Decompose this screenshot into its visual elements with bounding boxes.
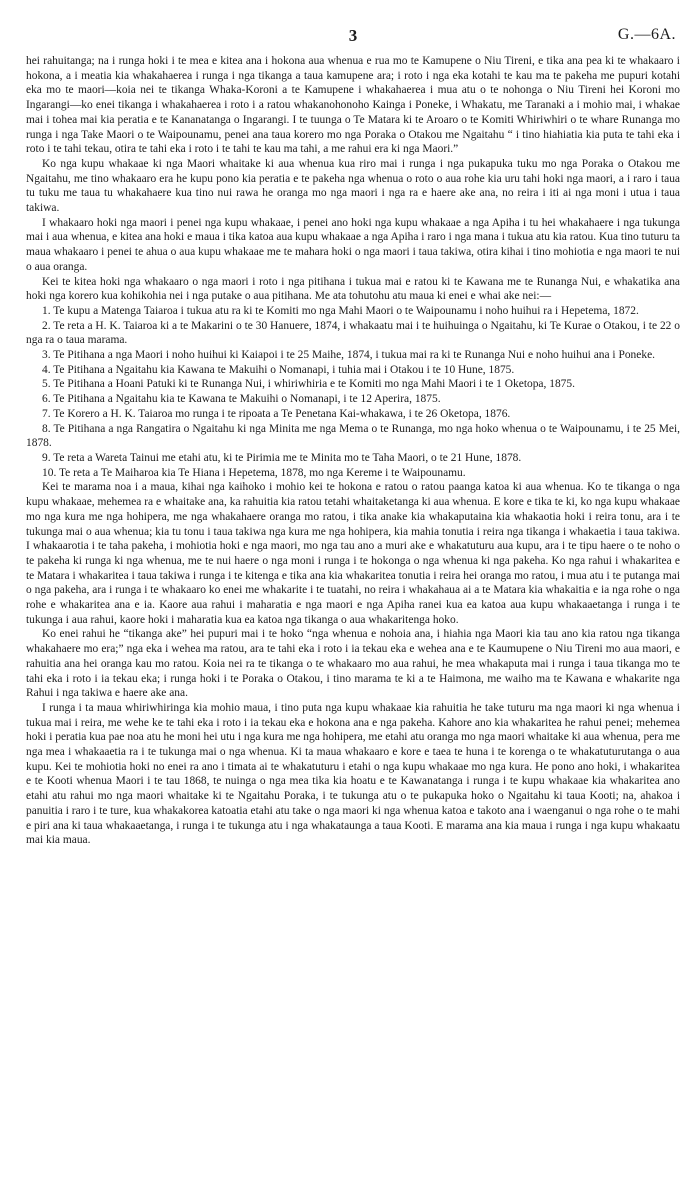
paragraph: hei rahuitanga; na i runga hoki i te mea e kitea ana i hokona aua whenua e rua mo te Kamupene o Niu Tireni, e tika ana pea ki te whakaaro i hokona, a i meatia kia whakahaerea i runga i nga tikanga a taua kamupene ara; i roto i nga eka kotahi te kau ma te pakeha me pupuri kotahi eka mo te maori—koia nei te tikanga Whaka-Koroni a te Kamupene i whakahaerea i mua atu o te nohonga o Niu Tireni hei Koroni mo Ingarangi—ko enei tikanga i whakahaerea i roto i a ratou whakanohonoho Kainga i Poneke, i Whakatu, me Taranaki a i mohio mai, i whakae mai i tohea mai kia peratia e te Kananatanga o Ingarangi. I te tuunga o Te Matara ki te Aroaro o te Komiti Whiriwhiri o te whare Runanga mo runga i nga Take Maori o te Waipounamu, penei ana taua korero mo nga Poraka o Otakou me Ngaitahu “ i tino hiahiatia kia puta te tahi eka i roto i te tahi tekau, otira te tahi eka i roto i te tahi te kau ma tahi, a me rahui era ki nga Maori.” bbox=[26, 55, 680, 156]
paragraph: I whakaaro hoki nga maori i penei nga kupu whakaae, i penei ano hoki nga kupu whakaae a nga Apiha i tu hei whakahaere i nga tukunga mai i aua whenua, e kitea ana hoki e maua i tika katoa aua kupu whakaae a nga Apiha i raro i nga mana i tukua atu kia ratou. Kua tino tuturu ta maua whakaaro i penei te ahua o aua kupu whakaae me te mahara hoki o nga maori i taua takiwa, otira kihai i tino mohiotia e nga maori te nui o aua oranga. bbox=[26, 216, 680, 273]
list-item: 4. Te Pitihana a Ngaitahu kia Kawana te Makuihi o Nomanapi, i tuhia mai i Otakou i te 10 Hune, 1875. bbox=[42, 363, 515, 376]
paragraph: Ko nga kupu whakaae ki nga Maori whaitake ki aua whenua kua riro mai i runga i nga pukapuka tuku mo nga Poraka o Otakou me Ngaitahu, me tino whakaaro era he kupu pono kia peratia e te pakeha nga whenua o roto o aua rohe kia uru tahi hoki nga maori, a i raro i taua tu tuku me taua tu whakahaere kua tino nui rawa he oranga mo nga maori i nga ra e haere ake ana, no reira i iti ai nga moni i utua i taua takiwa. bbox=[26, 157, 680, 215]
list-item: 6. Te Pitihana a Ngaitahu kia te Kawana te Makuihi o Nomanapi, i te 12 Aperira, 1875. bbox=[42, 393, 441, 406]
body-text bbox=[26, 54, 680, 848]
document-reference: G.—6A. bbox=[617, 26, 676, 43]
paragraph: I runga i ta maua whiriwhiringa kia mohio maua, i tino puta nga kupu whakaae kia rahuitia he take tuturu ma nga maori ki nga whenua i tukua mai i reira, me wehe ke te tahi eka i roto i ia tekau eka e hokona ana e nga pakeha. Kahore ano kia whakaritea he rahui penei; mehemea hoki i peratia kua pae noa atu he moni hei utu i nga kura me nga hohipera, me etahi atu oranga mo nga maori whaitake ki aua whenua, pera me nga mea i whakaaetia ra i te tukunga mai o nga whenua. Ki ta maua whakaaro e kore e taea te huna i te korenga o te whakatuturutanga o aua kupu. Kei te mohiotia hoki no enei ra ano i timata ai te whakatuturu i etahi o nga kupu whakaae mo nga kura. He pono ano hoki, i whakaritea e te Kooti whenua Maori i te tau 1868, te nuinga o nga mea tika kia hoatu e te Kawanatanga i runga i te kupu whakaae kia whakaritea ano etahi atu rahui mo nga maori whaitake ki te Ngaitahu Poraka, i te tukunga atu o te pukapuka hoko o Ngaitahu ki taua Kooti; na, ahakoa i panuitia i raro i te ture, kua whakakorea katoatia etahi atu take o nga maori ki nga whenua katoa e takoto ana i waenganui o nga rohe o te mahi e piri ana ki taua whakaaetanga, i runga i te tukunga atu i nga whakataunga a taua Kooti. E marama ana kia maua i runga i nga kupu whakaatu mai kia maua. bbox=[26, 701, 680, 847]
page-number: 3 bbox=[348, 26, 358, 45]
paragraph: Ko enei rahui he “tikanga ake” hei pupuri mai i te hoko “nga whenua e nohoia ana, i hiahia nga Maori kia tau ano kia ratou nga tikanga whakahaere mo era;” nga eka i wehea ma ratou, ara te tahi eka i roto i ia tekau eka e wehea ana e te Kaumupene o Niu Tireni mo aua maori, e rahuitia ana hei oranga kau mo ratou. Koia nei ra te tikanga o te whakaaro mo aua rahui, he mea whakaputa mai i runga i taua tikanga mo te tahi eka i roto i ia tekau eka; i runga hoki i te Poraka o Otakou, i tino marama te ki a te Haimona, me waiho ma te Kawana e whakarite nga Rahui i nga takiwa e haere ake ana. bbox=[26, 628, 680, 700]
list-item: 8. Te Pitihana a nga Rangatira o Ngaitahu ki nga Minita me nga Mema o te Runanga, mo nga hoko whenua o te Waipounamu, i te 25 Mei, 1878. bbox=[26, 422, 680, 450]
paragraph: Kei te marama noa i a maua, kihai nga kaihoko i mohio kei te hokona e ratou o ratou paanga katoa ki aua whenua. Ko te tikanga o nga kupu whakaae, mehemea ra e whaitake ana, ka rahuitia kia ratou tetahi whaitaketanga ki aua whenua. E kore e tika te ki, ko nga kupu whakaae mo nga kura me nga hohipera, me nga whakahaere oranga mo ratou, i tika anake kia whakaputaina kia whakaotia hoki i reira tonu, ara i te tukunga mai o aua whenua; kia tu tonu i taua takiwa nga kura me nga hohipera, kia mahia tonutia i reira nga tikanga i whakaetia i taua takiwa. I whakaarotia i te taha pakeha, i mohiotia hoki e nga maori, mo nga tau ano a muri ake e whakatuturu aua kupu, ara i te tipu haere o te noho o te pakeha ki runga ki nga whenua, me te nui haere o nga moni i runga i te hokonga o nga whenua ki nga pakeha. Ko nga rahui i whakaritea e te Matara i whakaritea i taua takiwa i runga i te kitenga e tika ana kia whakaritea tonutia i reira hei oranga mo ratou, i mua atu i te putanga mai o nga pakeha, ara i runga i te whakaaro ko enei me whakarite i te tuatahi, no reira i whakahaua ai a te Matara kia whakaitia e ia nga rohe o nga rohe e whakaritea ana e ia. Kaore aua rahui i maharatia e nga maori e nga Apiha ranei kua ea katoa aua kupu whakaaetanga i runga i te tukunga i aua rahui, kaore hoki i maharatia kua ea katoa nga tikanga o aua whakaritenga hoko. bbox=[26, 481, 680, 626]
list-item: 5. Te Pitihana a Hoani Patuki ki te Runanga Nui, i whiriwhiria e te Komiti mo nga Mahi Maori i te 1 Oketopa, 1875. bbox=[42, 378, 575, 391]
list-item: 1. Te kupu a Matenga Taiaroa i tukua atu ra ki te Komiti mo nga Mahi Maori o te Waipounamu i noho huihui ra i Hepetema, 1872. bbox=[42, 304, 639, 317]
list-item: 10. Te reta a Te Maiharoa kia Te Hiana i Hepetema, 1878, mo nga Kereme i te Waipounamu. bbox=[42, 466, 466, 479]
list-item: 3. Te Pitihana a nga Maori i noho huihui ki Kaiapoi i te 25 Maihe, 1874, i tukua mai ra ki te Runanga Nui e noho huihui ana i Poneke. bbox=[42, 349, 655, 362]
list-item: 2. Te reta a H. K. Taiaroa ki a te Makarini o te 30 Hanuere, 1874, i whakaatu mai i te huihuinga o Ngaitahu, ki Te Kurae o Otakou, i te 22 o nga ra o taua marama. bbox=[26, 319, 680, 347]
page-header bbox=[26, 26, 680, 48]
paragraph: Kei te kitea hoki nga whakaaro o nga maori i roto i nga pitihana i tukua mai e ratou ki te Kawana me te Runanga Nui, e whakatika ana hoki nga korero kua kohikohia nei i nga putake o aua pitihana. Me ata tohutohu atu maua ki enei e whai ake nei:— bbox=[26, 275, 680, 303]
list-item: 7. Te Korero a H. K. Taiaroa mo runga i te ripoata a Te Penetana Kai-whakawa, i te 26 Oketopa, 1876. bbox=[42, 407, 511, 420]
list-item: 9. Te reta a Wareta Tainui me etahi atu, ki te Pirimia me te Minita mo te Taha Maori, o te 21 Hune, 1878. bbox=[42, 451, 522, 464]
